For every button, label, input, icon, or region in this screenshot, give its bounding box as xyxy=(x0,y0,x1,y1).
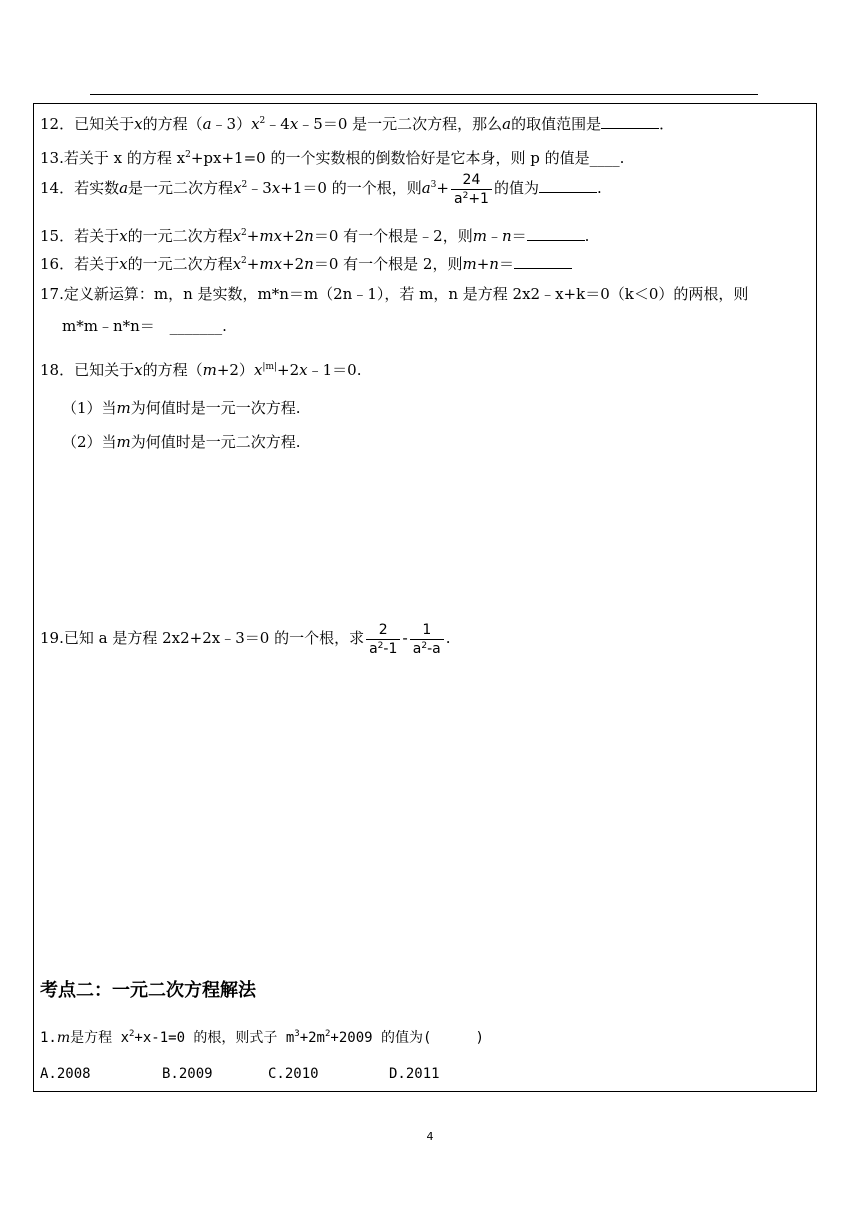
section-question-1: 1.m是方程 $x^2+x-1=0$ 的根，则式子 $m^3+2m^2+2009$ 的值为( ) xyxy=(40,1029,484,1046)
fraction-2-over-a2-minus-1: $\frac{2}{a^2-1}$ xyxy=(366,621,400,658)
question-18-part-2: （2）当m为何值时是一元二次方程. xyxy=(62,433,301,451)
choice-b: B.2009 xyxy=(162,1066,213,1082)
choice-c: C.2010 xyxy=(268,1066,319,1082)
question-15: 15．若关于x的一元二次方程$x^2+mx+2n=0$ 有一个根是﹣2，则m﹣n＝ . xyxy=(40,227,590,245)
header-rule xyxy=(90,94,758,95)
question-19: 19.已知 a 是方程 2x2+2x﹣3＝0 的一个根，求 $\frac{2}{a^2-1}$ - $\frac{1}{a^2-a}$ . xyxy=(40,621,451,657)
question-17-line-1: 17.定义新运算：m，n 是实数，m*n＝m（2n﹣1），若 m，n 是方程 2x2﹣x+k＝0（k＜0）的两根，则 xyxy=(40,285,749,303)
answer-blank-14 xyxy=(539,178,597,193)
question-18-part-1: （1）当m为何值时是一元一次方程. xyxy=(62,399,301,417)
section-title: 考点二：一元二次方程解法 xyxy=(40,980,256,1001)
content-frame xyxy=(33,103,817,1092)
answer-blank-15 xyxy=(527,226,585,241)
question-18: 18．已知关于x的方程$(m+2)x^{|m|}+2x﹣1=0$. xyxy=(40,361,362,379)
question-13: 13.若关于 x 的方程 $x^2+px+1=0$ 的一个实数根的倒数恰好是它本身，则 p 的值是____. xyxy=(40,149,625,167)
fraction-1-over-a2-minus-a: $\frac{1}{a^2-a}$ xyxy=(410,621,444,658)
answer-blank-13: ____ xyxy=(589,149,620,167)
choice-d: D.2011 xyxy=(389,1066,440,1082)
page-number: 4 xyxy=(426,1130,434,1143)
question-16: 16．若关于x的一元二次方程$x^2+mx+2n=0$ 有一个根是 2，则m+n＝ xyxy=(40,254,572,274)
choice-a: A.2008 xyxy=(40,1066,91,1082)
answer-blank-12 xyxy=(601,114,659,129)
question-12: 12．已知关于x的方程$(a﹣3)x^2﹣4x﹣5=0$ 是一元二次方程，那么a的取值范围是 ． xyxy=(40,115,675,133)
answer-blank-16 xyxy=(514,254,572,269)
fraction-24-over-a2-plus-1: $\frac{24}{a^2+1}$ xyxy=(451,171,492,208)
answer-blank-17: _______ xyxy=(169,317,223,335)
question-14: 14．若实数a是一元二次方程$x^2﹣3x+1=0$ 的一个根，则$a^3+$ $\frac{24}{a^2+1}$ 的值为 . xyxy=(40,171,602,207)
question-17-line-2: m*m﹣n*n＝ _______. xyxy=(62,317,227,335)
